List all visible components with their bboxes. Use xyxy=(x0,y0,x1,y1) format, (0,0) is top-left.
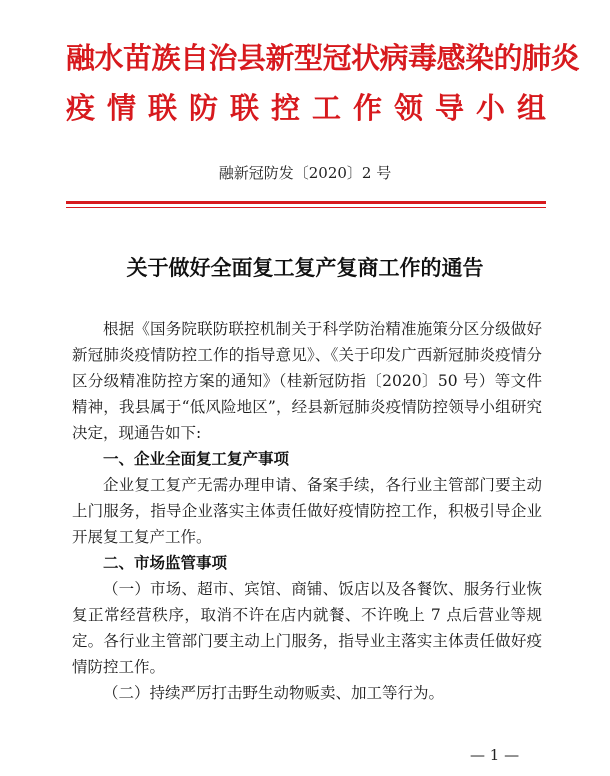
issuing-organization-line-1: 融水苗族自治县新型冠状病毒感染的肺炎 xyxy=(66,41,580,75)
section-2-paragraph-2: （二）持续严厉打击野生动物贩卖、加工等行为。 xyxy=(103,684,445,702)
section-heading-1: 一、企业全面复工复产事项 xyxy=(103,449,290,468)
section-heading-2: 二、市场监管事项 xyxy=(103,553,228,572)
intro-paragraph: 根据《国务院联防联控机制关于科学防治精准施策分区分级做好新冠肺炎疫情防控工作的指导意见》、《关于印发广西新冠肺炎疫情分区分级精准防控方案的通知》（桂新冠防指〔2020〕50 号）等文件精神，我县属于“低风险地区”，经县新冠肺炎疫情防控领导小组研究决定，现通告如下: xyxy=(72,320,542,442)
page-number: — 1 — xyxy=(470,746,520,764)
document-title: 关于做好全面复工复产复商工作的通告 xyxy=(126,255,484,280)
document-body xyxy=(72,316,542,706)
red-divider-thin xyxy=(66,207,546,208)
red-divider-thick xyxy=(66,201,546,204)
issuing-organization-line-2: 疫情联防联控工作领导小组 xyxy=(66,91,546,125)
section-1-paragraph-1: 企业复工复产无需办理申请、备案手续，各行业主管部门要主动上门服务，指导企业落实主体责任做好疫情防控工作，积极引导企业开展复工复产工作。 xyxy=(72,476,542,546)
document-number: 融新冠防发〔2020〕2 号 xyxy=(218,164,392,182)
section-2-paragraph-1: （一）市场、超市、宾馆、商铺、饭店以及各餐饮、服务行业恢复正常经营秩序，取消不许在店内就餐、不许晚上 7 点后营业等规定。各行业主管部门要主动上门服务，指导业主落实主体责任做好疫情防控工作。 xyxy=(72,580,542,676)
